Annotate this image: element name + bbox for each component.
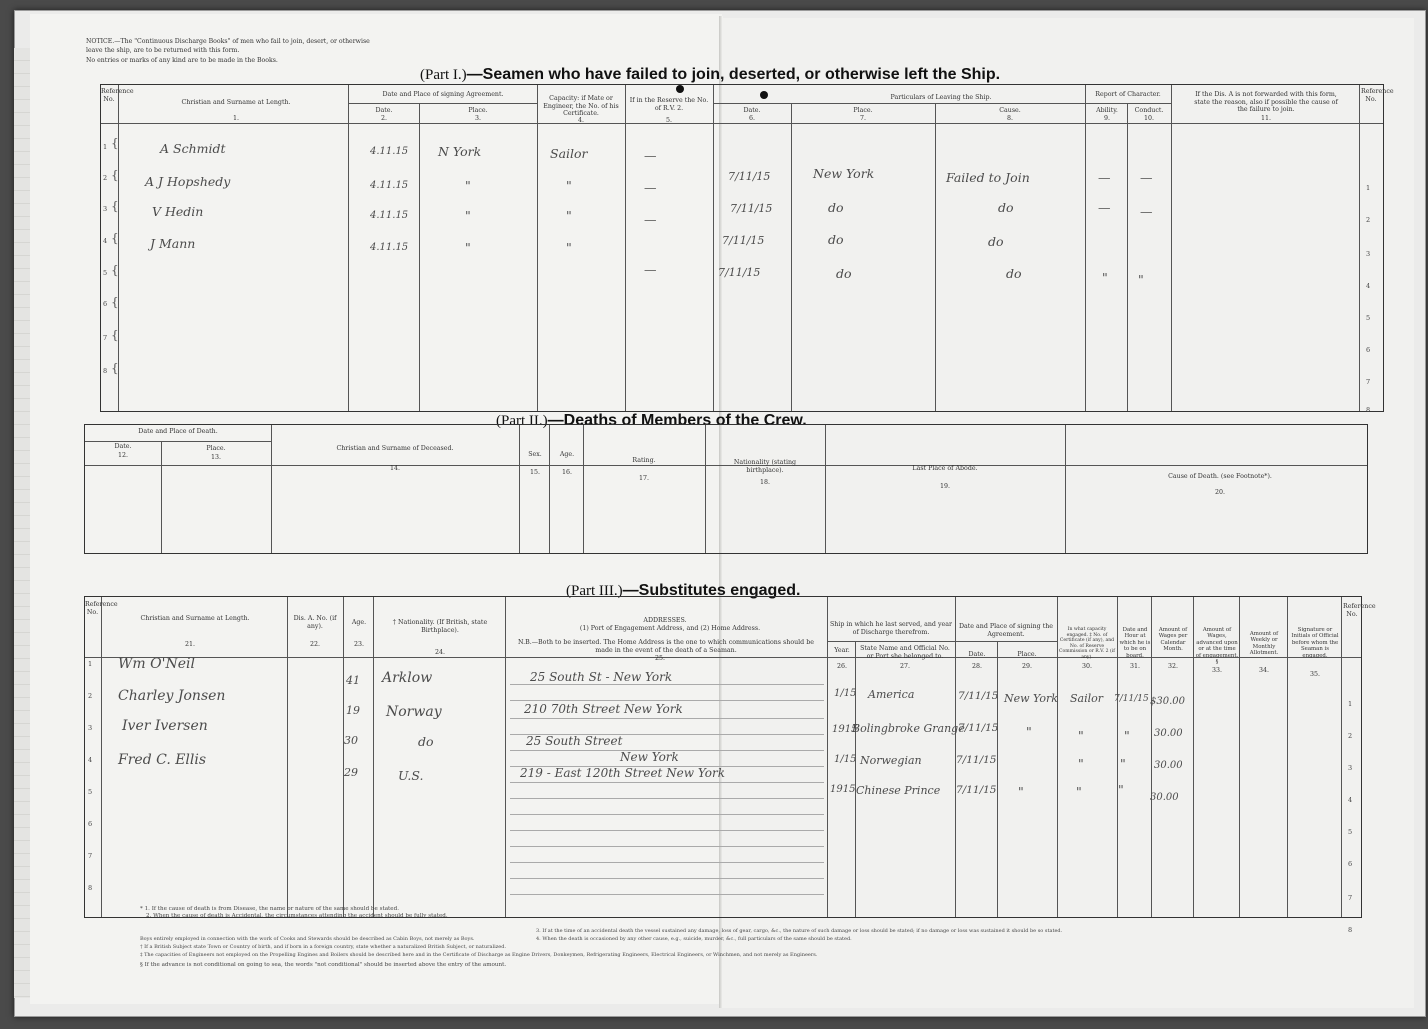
col-header: Date.: [743, 107, 761, 114]
address-rule: [510, 814, 824, 815]
substitute-name: Wm O'Neil: [118, 656, 195, 672]
part-title: —Substitutes engaged.: [622, 582, 801, 599]
substitute-nationality: do: [418, 734, 434, 749]
agreement-date: 7/11/15: [958, 722, 999, 734]
col-number: 32.: [1167, 663, 1178, 670]
footnote: † If a British Subject state Town or Country of birth, and if born in a foreign country, state whether a naturalized British Subject, or naturalized.: [140, 944, 507, 950]
col-rule: [791, 103, 792, 411]
row-number: 4: [1348, 796, 1353, 804]
address-rule: [510, 830, 824, 831]
row-brace: {: [111, 263, 119, 277]
row-number: 7: [1348, 894, 1353, 902]
address-rule: [510, 718, 824, 719]
col-number: 17.: [638, 475, 649, 482]
col-number: 14.: [389, 465, 400, 472]
col-header: Reference No.: [85, 601, 118, 616]
conduct: —: [1140, 170, 1153, 185]
col-number: 19.: [939, 483, 950, 490]
notice-text: NOTICE.—The "Continuous Discharge Books" of men who fail to join, desert, or otherwise leave the ship, are to be returned with this form.: [86, 38, 370, 54]
substitute-nationality: Arklow: [382, 670, 433, 686]
agreement-place: ": [1018, 784, 1024, 799]
col-number: 18.: [759, 479, 770, 486]
col-number: 25.: [654, 655, 665, 662]
col-header: Christian and Surname at Length.: [140, 615, 250, 622]
col-number: 21.: [184, 641, 195, 648]
row-number: 6: [103, 300, 108, 308]
col-header: Age.: [351, 619, 367, 626]
col-number: 2.: [380, 115, 387, 122]
row-number: 3: [1366, 250, 1371, 258]
footnote: 3. If at the time of an accidental death the vessel sustained any damage, loss of gear, cargo, &c., the nature of such damage or loss should be stated; if no damage or loss was sustained it should be so stated.: [536, 928, 1063, 934]
capacity: ": [566, 208, 572, 223]
address-rule: [510, 894, 824, 895]
col-rule: [505, 597, 506, 917]
col-rule: [1151, 597, 1152, 917]
col-rule: [1341, 597, 1342, 917]
part-label: (Part I.): [420, 67, 467, 83]
footnote: ‡ The capacities of Engineers not employed on the Propelling Engines and Boilers should be described here and in the Certificate of Discharge as Engine Drivers, Donkeymen, Refrigerating Engineers, Electrical Engineers, or Winchmen, and not merely as Engineers.: [140, 952, 818, 958]
reserve-no: —: [644, 180, 657, 195]
col-number: 33.: [1211, 667, 1222, 674]
leave-date: 7/11/15: [718, 266, 761, 279]
header-rule: [85, 441, 271, 442]
signing-place: ": [465, 178, 471, 193]
col-header: Date and Place of Death.: [138, 428, 218, 435]
row-number: 7: [1366, 378, 1371, 386]
col-number: 6.: [748, 115, 755, 122]
col-rule: [373, 597, 374, 917]
col-header: Christian and Surname of Deceased.: [336, 445, 454, 452]
engaged-capacity: ": [1076, 784, 1082, 799]
col-number: 12.: [117, 452, 128, 459]
col-header: Amount of Wages, advanced upon or at the time of engagement. §: [1195, 627, 1239, 666]
row-number: 1: [103, 143, 108, 151]
conduct: —: [1140, 204, 1153, 219]
row-brace: {: [111, 199, 119, 213]
col-header: Signature or Initials of Official before whom the Seaman is engaged.: [1291, 627, 1339, 659]
col-header: State Name and Official No. or Port she belonged to.: [860, 645, 950, 660]
engaged-capacity: ": [1078, 728, 1084, 743]
substitute-age: 30: [344, 734, 358, 747]
leave-date: 7/11/15: [722, 234, 765, 247]
col-header: (1) Port of Engagement Address, and (2) Home Address.: [579, 625, 761, 632]
address-rule: [510, 846, 824, 847]
col-rule: [1193, 597, 1194, 917]
part1-table: [100, 84, 1394, 412]
conduct: ": [1138, 272, 1144, 287]
part-label: (Part II.): [496, 413, 548, 429]
col-header: Date and Place of signing the Agreement.: [958, 623, 1054, 638]
row-number: 3: [88, 724, 93, 732]
col-number: 31.: [1129, 663, 1140, 670]
notice-block: [86, 38, 376, 68]
signing-date: 4.11.15: [370, 242, 409, 253]
row-number: 2: [103, 174, 108, 182]
leave-place: do: [828, 200, 844, 215]
substitute-address: 25 South St - New York: [530, 670, 673, 684]
col-rule: [1287, 597, 1288, 917]
col-rule: [519, 425, 520, 553]
ship-name: Chinese Prince: [856, 784, 941, 797]
col-header: Place.: [206, 445, 226, 452]
col-number: 13.: [210, 454, 221, 461]
ship-name: Bolingbroke Grange: [852, 722, 965, 735]
ship-year: 1915: [832, 724, 858, 735]
leave-date: 7/11/15: [730, 202, 773, 215]
col-header: Age.: [559, 451, 575, 458]
leave-place: New York: [813, 166, 875, 181]
col-number: 5.: [665, 117, 672, 124]
col-rule: [1065, 425, 1066, 553]
address-rule: [510, 878, 824, 879]
signing-date: 4.11.15: [370, 146, 409, 157]
agreement-place: New York: [1004, 692, 1058, 705]
part-title: —Deaths of Members of the Crew.: [547, 412, 807, 429]
col-header: Date and Place of signing Agreement.: [382, 91, 504, 98]
col-rule: [827, 597, 828, 917]
footnote: Boys entirely employed in connection with the work of Cooks and Stewards should be described as Cabin Boys, not merely as Boys.: [140, 936, 475, 942]
row-brace: {: [111, 168, 119, 182]
col-rule: [705, 425, 706, 553]
ship-name: America: [868, 688, 915, 701]
leave-cause: do: [1006, 266, 1022, 281]
col-rule: [855, 641, 856, 917]
col-rule: [1359, 85, 1360, 411]
substitute-age: 29: [344, 766, 358, 779]
row-number: 1: [1348, 700, 1353, 708]
col-rule: [935, 103, 936, 411]
leave-cause: do: [998, 200, 1014, 215]
col-number: 16.: [561, 469, 572, 476]
row-brace: {: [111, 231, 119, 245]
col-number: 15.: [529, 469, 540, 476]
seaman-name: V Hedin: [152, 204, 204, 219]
substitute-address: 219 - East 120th Street New York: [520, 766, 725, 780]
col-header: Conduct.: [1134, 107, 1164, 114]
col-header: Christian and Surname at Length.: [181, 99, 291, 106]
monthly-wages: 30.00: [1150, 792, 1179, 803]
col-rule: [583, 425, 584, 553]
ship-year: 1/15: [834, 688, 857, 699]
col-header: If the Dis. A is not forwarded with this form, state the reason, also if possible the cause of the failure to join.: [1194, 91, 1338, 113]
col-number: 10.: [1143, 115, 1154, 122]
col-rule: [419, 103, 420, 411]
col-header: Last Place of Abode.: [912, 465, 978, 472]
leave-cause: Failed to Join: [946, 170, 1030, 185]
substitute-address: 25 South Street: [526, 734, 623, 748]
leave-place: do: [836, 266, 852, 281]
col-number: 1.: [232, 115, 239, 122]
agreement-date: 7/11/15: [958, 690, 999, 702]
footnote: 2. When the cause of death is Accidental, the circumstances attending the accident should be fully stated.: [146, 913, 448, 919]
col-number: 11.: [1260, 115, 1271, 122]
col-header: Dis. A. No. (if any).: [293, 615, 337, 630]
col-rule: [1085, 85, 1086, 411]
col-number: 23.: [353, 641, 364, 648]
col-rule: [287, 597, 288, 917]
substitute-age: 19: [346, 704, 360, 717]
board-time: ": [1124, 728, 1130, 743]
footnote: § If the advance is not conditional on going to sea, the words "not conditional" should be inserted above the entry of the amount.: [140, 962, 507, 968]
col-rule: [537, 85, 538, 411]
col-rule: [1239, 597, 1240, 917]
col-rule: [997, 641, 998, 917]
leave-date: 7/11/15: [728, 170, 771, 183]
col-header: Place.: [1017, 651, 1037, 658]
col-header: Capacity: if Mate or Engineer, the No. of his Certificate.: [543, 95, 619, 117]
substitute-nationality: Norway: [386, 704, 442, 720]
col-header: N.B.—Both to be inserted. The Home Address is the one to which communications should be made in the event of the death of a Seaman.: [518, 639, 814, 654]
col-header: Place.: [853, 107, 873, 114]
row-number: 1: [88, 660, 93, 668]
col-rule: [343, 597, 344, 917]
col-number: 27.: [899, 663, 910, 670]
col-number: 3.: [474, 115, 481, 122]
footnote: * 1. If the cause of death is from Disease, the name or nature of the same should be stated.: [140, 906, 399, 912]
col-number: 34.: [1258, 667, 1269, 674]
capacity: ": [566, 240, 572, 255]
row-number: 7: [103, 334, 108, 342]
part3-table: [84, 596, 1376, 918]
col-number: 35.: [1309, 671, 1320, 678]
signing-date: 4.11.15: [370, 210, 409, 221]
agreement-place: ": [1026, 724, 1032, 739]
col-header: Ability.: [1096, 107, 1118, 114]
signing-place: ": [465, 240, 471, 255]
row-brace: {: [111, 295, 119, 309]
capacity: Sailor: [550, 146, 588, 161]
substitute-name: Fred C. Ellis: [118, 752, 207, 768]
seaman-name: A J Hopshedy: [145, 174, 231, 189]
footnote: 4. When the death is occasioned by any other cause, e.g., suicide, murder, &c., full particulars of the same should be stated.: [536, 936, 852, 942]
row-number: 4: [1366, 282, 1371, 290]
col-number: 30.: [1081, 663, 1092, 670]
col-header: Sex.: [528, 451, 542, 458]
col-rule: [1127, 103, 1128, 411]
row-number: 4: [88, 756, 93, 764]
part-label: (Part III.): [566, 583, 623, 599]
row-number: 7: [88, 852, 93, 860]
col-number: 24.: [434, 649, 445, 656]
row-number: 3: [1348, 764, 1353, 772]
row-number: 5: [88, 788, 93, 796]
substitute-address: 210 70th Street New York: [524, 702, 683, 716]
col-header: Amount of Wages per Calendar Month.: [1158, 627, 1188, 653]
capacity: ": [566, 178, 572, 193]
col-header: Amount of Weekly or Monthly Allotment.: [1249, 631, 1279, 657]
col-number: 22.: [309, 641, 320, 648]
address-rule: [510, 684, 824, 685]
row-number: 5: [1348, 828, 1353, 836]
col-rule: [271, 425, 272, 553]
col-rule: [549, 425, 550, 553]
row-number: 8: [103, 367, 108, 375]
substitute-nationality: U.S.: [398, 768, 424, 783]
col-header: Year.: [834, 647, 850, 654]
col-header: In what capacity engaged. ‡ No. of Certificate (if any), and No. of Reserve Commission or R.V. 2 (if any).: [1059, 627, 1115, 660]
board-time: ": [1118, 782, 1124, 797]
col-header: Date.: [375, 107, 393, 114]
address-rule: [510, 782, 824, 783]
col-number: 28.: [971, 663, 982, 670]
substitute-name: Iver Iversen: [122, 718, 208, 734]
seaman-name: J Mann: [150, 236, 196, 251]
col-header: Date.: [114, 443, 132, 450]
reserve-no: —: [644, 148, 657, 163]
col-header: Nationality (stating birthplace).: [733, 459, 797, 474]
col-header: Reference No.: [101, 88, 134, 103]
col-header: Particulars of Leaving the Ship.: [890, 94, 992, 101]
leave-cause: do: [988, 234, 1004, 249]
reserve-no: —: [644, 212, 657, 227]
notice-text: No entries or marks of any kind are to be made in the Books.: [86, 57, 278, 64]
header-rule: [348, 103, 537, 104]
engaged-capacity: ": [1078, 756, 1084, 771]
col-header: Reference No.: [1343, 603, 1376, 618]
board-time: 7/11/15: [1114, 694, 1149, 704]
row-number: 5: [1366, 314, 1371, 322]
ship-year: 1915: [830, 784, 856, 795]
address-rule: [510, 700, 824, 701]
row-brace: {: [111, 136, 119, 150]
col-rule: [348, 85, 349, 411]
row-number: 8: [1366, 406, 1371, 414]
row-number: 6: [88, 820, 93, 828]
col-header: Cause of Death. (see Footnote*).: [1168, 473, 1272, 480]
part-title: —Seamen who have failed to join, deserted, or otherwise left the Ship.: [466, 66, 1001, 83]
signing-place: N York: [438, 144, 482, 159]
signing-date: 4.11.15: [370, 180, 409, 191]
row-number: 2: [1348, 732, 1353, 740]
col-header: Reference No.: [1361, 88, 1394, 103]
col-number: 26.: [836, 663, 847, 670]
col-rule: [1171, 85, 1172, 411]
row-number: 8: [1348, 926, 1353, 934]
col-number: 9.: [1103, 115, 1110, 122]
reserve-no: —: [644, 262, 657, 277]
part2-table: [84, 424, 1368, 554]
signing-place: ": [465, 208, 471, 223]
col-rule: [161, 441, 162, 553]
col-header: † Nationality. (If British, state Birthplace).: [392, 619, 488, 634]
row-number: 6: [1366, 346, 1371, 354]
address-rule: [510, 798, 824, 799]
col-header: ADDRESSES.: [643, 617, 687, 624]
col-number: 20.: [1214, 489, 1225, 496]
row-number: 4: [103, 237, 108, 245]
col-header: Cause.: [999, 107, 1021, 114]
agreement-date: 7/11/15: [956, 754, 997, 766]
row-number: 6: [1348, 860, 1353, 868]
col-rule: [825, 425, 826, 553]
address-rule: [510, 862, 824, 863]
row-number: 2: [1366, 216, 1371, 224]
monthly-wages: 30.00: [1154, 760, 1183, 771]
col-number: 29.: [1021, 663, 1032, 670]
engaged-capacity: Sailor: [1070, 692, 1104, 705]
agreement-date: 7/11/15: [956, 784, 997, 796]
header-rule: [1085, 103, 1171, 104]
board-time: ": [1120, 756, 1126, 771]
col-number: 4.: [577, 117, 584, 124]
row-brace: {: [111, 328, 119, 342]
seaman-name: A Schmidt: [160, 141, 226, 156]
part1-heading: [420, 66, 1000, 84]
header-rule: [713, 103, 1085, 104]
monthly-wages: 30.00: [1154, 728, 1183, 739]
leave-place: do: [828, 232, 844, 247]
col-header: Date.: [968, 651, 986, 658]
col-header: Rating.: [632, 457, 656, 464]
col-rule: [101, 597, 102, 917]
header-rule: [101, 123, 1383, 124]
col-header: Report of Character.: [1095, 91, 1161, 98]
col-rule: [1057, 597, 1058, 917]
col-header: Ship in which he last served, and year of Discharge therefrom.: [829, 621, 953, 636]
col-header: Date and Hour at which he is to be on board.: [1119, 627, 1151, 659]
col-rule: [625, 85, 626, 411]
row-number: 3: [103, 205, 108, 213]
row-number: 2: [88, 692, 93, 700]
header-rule: [827, 641, 1057, 642]
col-header: Place.: [468, 107, 488, 114]
row-number: 5: [103, 269, 108, 277]
ability: ": [1102, 270, 1108, 285]
col-rule: [713, 85, 714, 411]
ability: —: [1098, 170, 1111, 185]
ability: —: [1098, 200, 1111, 215]
row-number: 8: [88, 884, 93, 892]
substitute-age: 41: [346, 674, 360, 687]
col-rule: [1117, 597, 1118, 917]
ship-year: 1/15: [834, 754, 857, 765]
substitute-address: New York: [620, 750, 679, 764]
row-brace: {: [111, 361, 119, 375]
header-rule: [85, 657, 1361, 658]
ship-name: Norwegian: [860, 754, 922, 767]
substitute-name: Charley Jonsen: [118, 688, 226, 704]
col-number: 8.: [1006, 115, 1013, 122]
monthly-wages: $30.00: [1150, 696, 1185, 707]
col-header: If in the Reserve the No. of R.V. 2.: [629, 97, 709, 112]
col-number: 7.: [859, 115, 866, 122]
row-number: 1: [1366, 184, 1371, 192]
